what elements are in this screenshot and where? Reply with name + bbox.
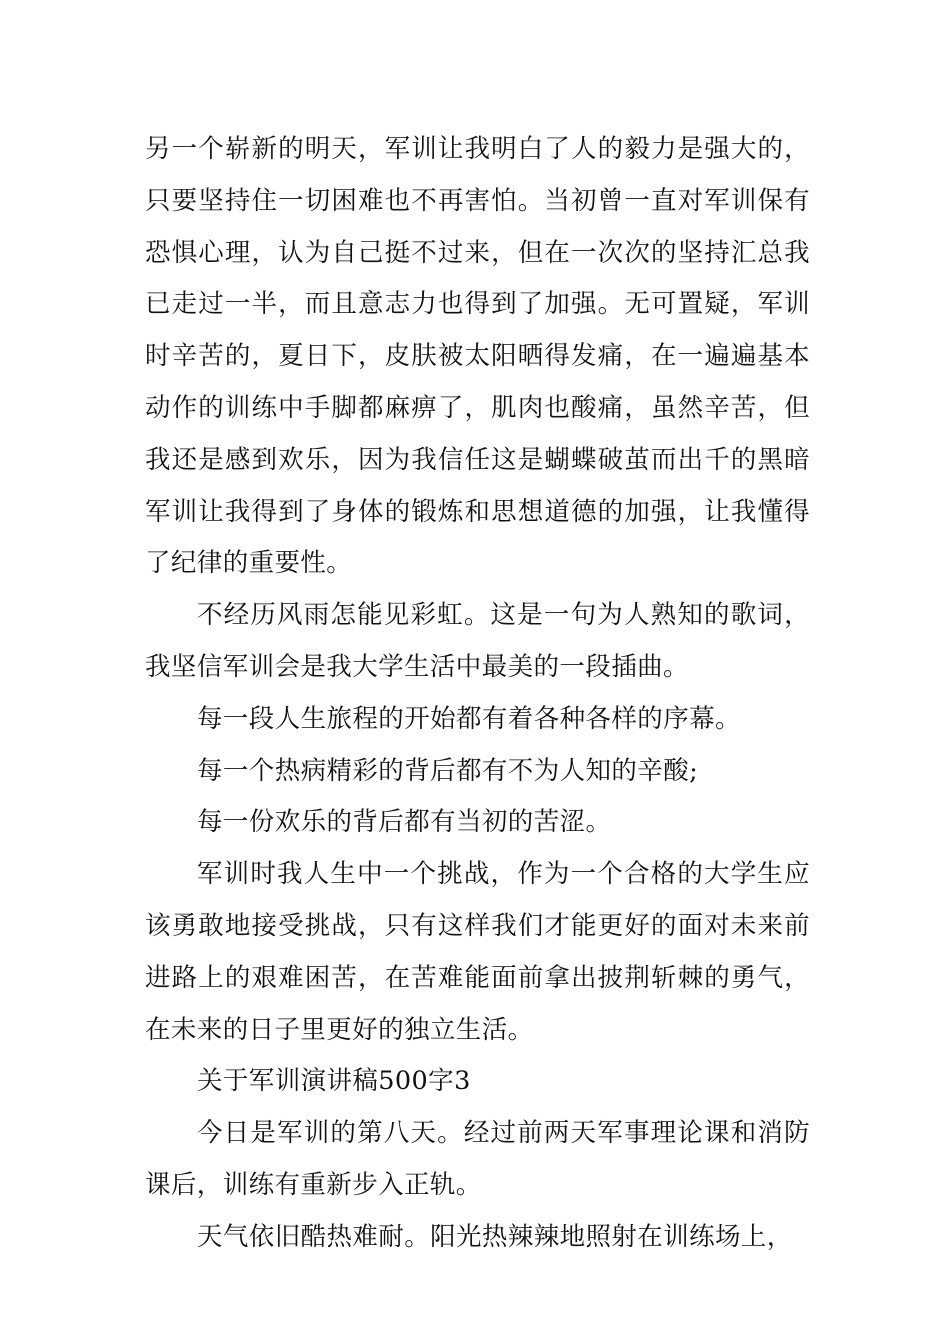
- paragraph-journey: 每一段人生旅程的开始都有着各种各样的序幕。: [197, 703, 741, 734]
- document-body: [145, 124, 810, 1264]
- paragraph-rainbow: 不经历风雨怎能见彩虹。这是一句为人熟知的歌词，我坚信军训会是我大学生活中最美的一段插曲。: [145, 600, 810, 682]
- paragraph-day-eight: 今日是军训的第八天。经过前两天军事理论课和消防课后，训练有重新步入正轨。: [145, 1118, 810, 1200]
- paragraph-hardship: 每一个热病精彩的背后都有不为人知的辛酸;: [197, 755, 699, 786]
- section-heading: 关于军训演讲稿500字3: [197, 1066, 471, 1097]
- paragraph-bitterness: 每一份欢乐的背后都有当初的苦涩。: [197, 807, 612, 838]
- paragraph-continuation: 另一个崭新的明天，军训让我明白了人的毅力是强大的，只要坚持住一切困难也不再害怕。当初曾一直对军训保有恐惧心理，认为自己挺不过来，但在一次次的坚持汇总我已走过一半，而且意志力也得到了加强。无可置疑，军训时辛苦的，夏日下，皮肤被太阳晒得发痛，在一遍遍基本动作的训练中手脚都麻痹了，肌肉也酸痛，虽然辛苦，但我还是感到欢乐，因为我信任这是蝴蝶破茧而出千的黑暗军训让我得到了身体的锻炼和思想道德的加强，让我懂得了纪律的重要性。: [145, 134, 810, 579]
- paragraph-weather: 天气依旧酷热难耐。阳光热辣辣地照射在训练场上，: [197, 1221, 793, 1252]
- paragraph-challenge: 军训时我人生中一个挑战，作为一个合格的大学生应该勇敢地接受挑战，只有这样我们才能更好的面对未来前进路上的艰难困苦，在苦难能面前拿出披荆斩棘的勇气，在未来的日子里更好的独立生活。: [145, 859, 810, 1045]
